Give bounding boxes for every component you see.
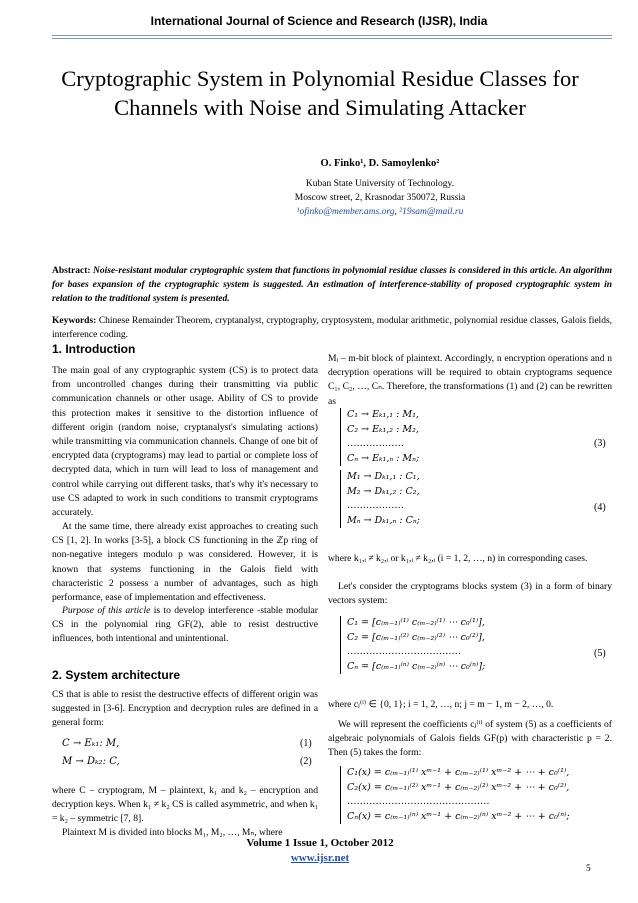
intro-paragraph-3 [52, 604, 318, 647]
right-paragraph-3: Let's consider the cryptograms blocks system (3) in a form of binary vectors system: [328, 581, 612, 607]
system-6-row: C₂(x) = c₍ₘ₋₁₎⁽²⁾ xᵐ⁻¹ + c₍ₘ₋₂₎⁽²⁾ xᵐ⁻² + ⋯ + c₀⁽²⁾, [347, 781, 570, 793]
system-6 [340, 766, 607, 824]
right-paragraph-5: We will represent the coefficients cⱼ⁽ⁱ⁾ of system (5) as a coefficients of algebraic polynomials of Galois fields GF(p) with characteristic p = 2. Then (5) takes the form: [328, 719, 612, 759]
system-3 [340, 408, 527, 466]
equation-1: C → Eₖ₁: M, [62, 738, 120, 749]
system-4 [340, 470, 527, 528]
system-4-row: Mₙ → Dₖ₁,ₙ : Cₙ; [347, 514, 420, 526]
right-paragraph-4: where cⱼ⁽ⁱ⁾ ∈ {0, 1}; i = 1, 2, …, n; j = m − 1, m − 2, …, 0. [328, 699, 554, 710]
system-3-row: ……………… [347, 438, 404, 449]
email-1[interactable]: ¹ofinko@member.ams.org [296, 207, 395, 217]
volume-info: Volume 1 Issue 1, October 2012 [246, 837, 394, 849]
affiliation-line-1: Kuban State University of Technology. [305, 179, 455, 189]
paper-title: Cryptographic System in Polynomial Residue Classes for Channels with Noise and Simulating Attacker [61, 66, 579, 120]
equation-5-number: (5) [594, 648, 606, 659]
system-3-row: C₂ → Eₖ₁,₂ : M₂, [347, 423, 419, 435]
keywords-label: Keywords: [52, 316, 97, 326]
equation-4-number: (4) [594, 502, 606, 513]
journal-header: International Journal of Science and Research (IJSR), India [150, 14, 488, 28]
system-5-row: C₁ = [c₍ₘ₋₁₎⁽¹⁾ c₍ₘ₋₂₎⁽¹⁾ ⋯ c₀⁽¹⁾], [347, 617, 485, 628]
system-5-row: ……………………………… [347, 646, 461, 657]
authors: O. Finko¹, D. Samoylenko² [320, 158, 440, 169]
equation-3-number: (3) [594, 438, 606, 449]
footer [150, 836, 490, 866]
system-5-row: C₂ = [c₍ₘ₋₁₎⁽²⁾ c₍ₘ₋₂₎⁽²⁾ ⋯ c₀⁽²⁾], [347, 631, 485, 643]
purpose-emphasis: Purpose of this article [62, 605, 151, 616]
abstract-text: Noise-resistant modular cryptographic system that functions in polynomial residue classes is considered in this article. An algorithm for bases expansion of the cryptographic system is suggested. An estimation of interference-stability of proposed cryptographic system in relation to the traditional system is presented. [52, 266, 613, 304]
emails: ¹ofinko@member.ams.org, ²19sam@mail.ru [296, 207, 464, 217]
keywords [52, 314, 612, 342]
intro-paragraph-2: At the same time, there already exist approaches to creating such CS [1, 2]. In works [3-5], a block CS functioning in the ℤp ring of non-negative integers modulo p was considered. However, it is known that systems functioning in the Galois field with characteristic 2 possess a number of advantages, such as high performance, ease of implementation and effectiveness. [52, 521, 318, 604]
email-2[interactable]: ²19sam@mail.ru [399, 207, 464, 217]
system-5-row: Cₙ = [c₍ₘ₋₁₎⁽ⁿ⁾ c₍ₘ₋₂₎⁽ⁿ⁾ ⋯ c₀⁽ⁿ⁾]; [347, 660, 486, 672]
system-3-row: C₁ → Eₖ₁,₁ : M₁, [347, 409, 419, 420]
system-6-row: ……………………………………… [347, 796, 490, 807]
right-paragraph-2: where k₁,ᵢ ≠ k₂,ᵢ or k₁,ᵢ ≠ k₂,ᵢ (i = 1, 2, …, n) in corresponding cases. [328, 553, 588, 564]
purpose-text: is to develop interference -stable modular CS in the polynomial ring GF(2), able to resist destructive influences, both intentional and unintentional. [52, 605, 318, 645]
system-3-row: Cₙ → Eₖ₁,ₙ : Mₙ; [347, 452, 420, 464]
journal-link[interactable]: www.ijsr.net [290, 852, 350, 864]
affiliation-line-2: Moscow street, 2, Krasnodar 350072, Russia [294, 193, 466, 203]
arch-paragraph-1: CS that is able to resist the destructive effects of different origin was suggested in [3-6]. Encryption and decryption rules are defined in a general form: [52, 689, 318, 729]
arch-paragraph-3: Plaintext M is divided into blocks M₁, M₂, …, Mₙ, where [62, 827, 283, 838]
equation-2: M → Dₖ₂: C, [62, 756, 120, 767]
equation-2-number: (2) [300, 756, 312, 767]
section-1-heading: 1. Introduction [52, 342, 136, 356]
page-number: 5 [586, 864, 591, 874]
system-4-row: ……………… [347, 500, 404, 511]
system-4-row: M₂ → Dₖ₁,₂ : C₂, [347, 485, 420, 497]
system-4-row: M₁ → Dₖ₁,₁ : C₁, [347, 471, 420, 482]
keywords-text: Chinese Remainder Theorem, cryptanalyst, cryptography, cryptosystem, modular arithmetic, polynomial residue classes, Galois fields, interference coding. [52, 316, 613, 340]
system-6-row: C₁(x) = c₍ₘ₋₁₎⁽¹⁾ xᵐ⁻¹ + c₍ₘ₋₂₎⁽¹⁾ xᵐ⁻² + ⋯ + c₀⁽¹⁾, [347, 767, 570, 778]
header-rule [52, 35, 612, 36]
system-6-row: Cₙ(x) = c₍ₘ₋₁₎⁽ⁿ⁾ xᵐ⁻¹ + c₍ₘ₋₂₎⁽ⁿ⁾ xᵐ⁻² + ⋯ + c₀⁽ⁿ⁾; [347, 810, 570, 822]
section-2-heading: 2. System architecture [52, 668, 181, 682]
abstract-label: Abstract: [52, 266, 91, 276]
intro-paragraph-1: The main goal of any cryptographic system (CS) is to protect data from uncontrolled changes during their transmitting via public communication channels or other usage. Ability of CS to provide this protection makes it sensitive to the distortion influence of different origin (random noise, cryptanalyst's simulating actions) while transmitting via communication channels. Change of one bit of encrypted data (cryptograms) may lead to partial or complete loss of decrypted data, which in turn will lead to loss of management and control while carrying out different tasks, that's why it's necessary to use CS adapted to work in such conditions to transmit cryptograms accurately. [52, 365, 318, 519]
abstract [52, 264, 612, 306]
right-paragraph-1: Mᵢ – m-bit block of plaintext. Accordingly, n encryption operations and n decryption operations will be required to obtain cryptograms sequence C₁, C₂, …, Cₙ. Therefore, the transformations (1) and (2) can be rewritten as [328, 353, 612, 407]
system-5 [340, 616, 567, 674]
header-rule-2 [52, 38, 612, 39]
equation-1-number: (1) [300, 738, 312, 749]
arch-paragraph-2: where C – cryptogram, M – plaintext, k₁ and k₂ – encryption and decryption keys. When k₁ ≠ k₂ CS is called asymmetric, and when k₁ = k₂ – symmetric [7, 8]. [52, 785, 318, 825]
